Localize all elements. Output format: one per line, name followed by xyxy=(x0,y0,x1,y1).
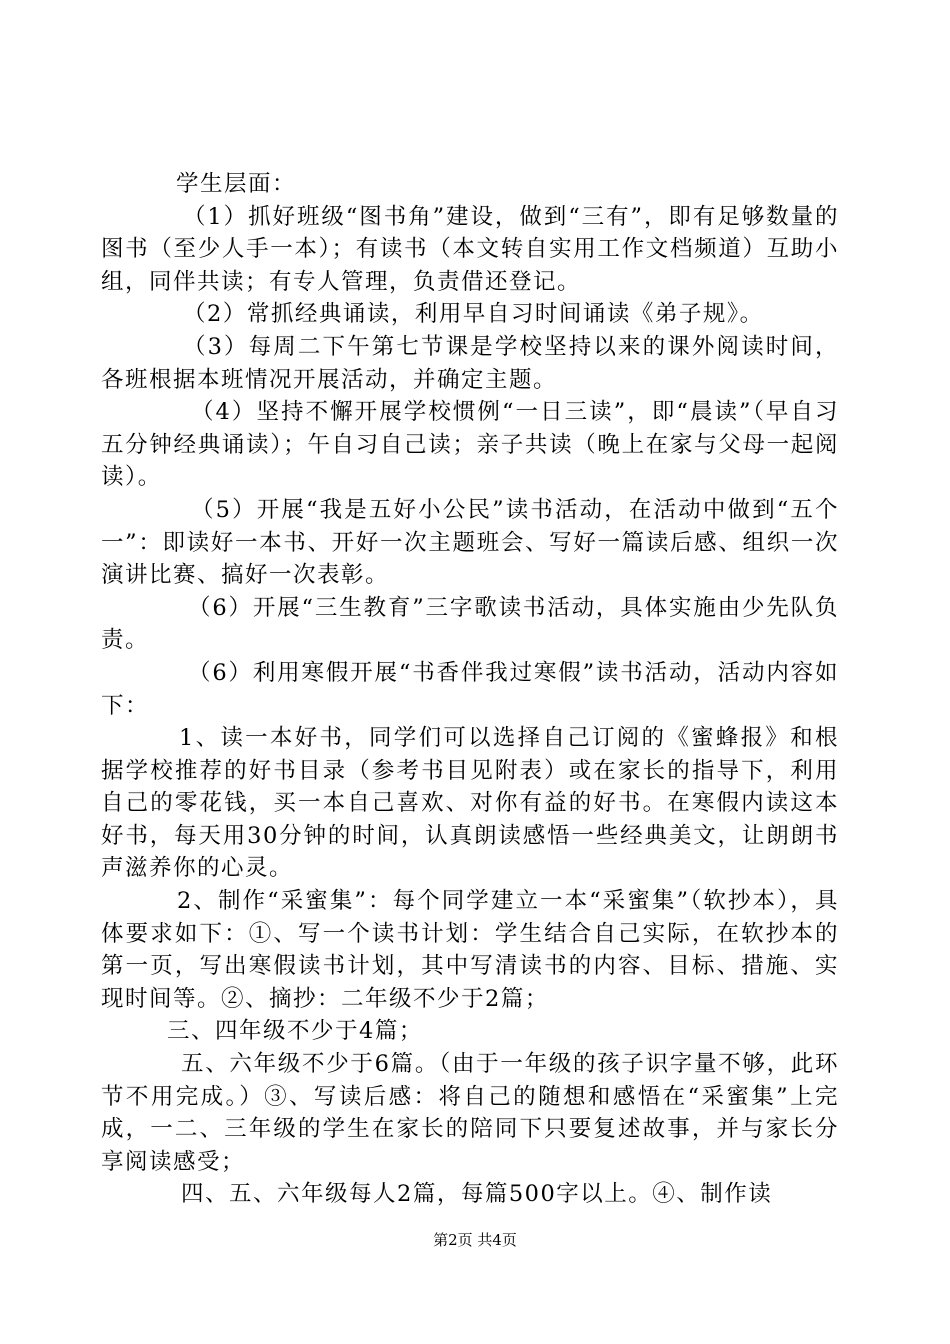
paragraph-item-1: （1）抓好班级“图书角”建设，做到“三有”，即有足够数量的图书（至少人手一本）；有读书（本文转自实用工作文档频道）互助小组，同伴共读；有专人管理，负责借还登记。 xyxy=(101,203,839,295)
paragraph-item-6b: （6）利用寒假开展“书香伴我过寒假”读书活动，活动内容如下： xyxy=(101,659,839,719)
page-footer: 第2页 共4页 xyxy=(433,1231,517,1249)
paragraph-item-4: （4）坚持不懈开展学校惯例“一日三读”，即“晨读”（早自习五分钟经典诵读）；午自习自己读；亲子共读（晚上在家与父母一起阅读）。 xyxy=(101,399,839,491)
paragraph-item-3: （3）每周二下午第七节课是学校坚持以来的课外阅读时间，各班根据本班情况开展活动，并确定主题。 xyxy=(101,333,839,393)
paragraph-grade-3-4: 三、四年级不少于4篇； xyxy=(167,1018,423,1045)
paragraph-item-2: （2）常抓经典诵读，利用早自习时间诵读《弟子规》。 xyxy=(183,301,764,328)
paragraph-item-5: （5）开展“我是五好小公民”读书活动，在活动中做到“五个一”：即读好一本书、开好一次主题班会、写好一篇读后感、组织一次演讲比赛、搞好一次表彰。 xyxy=(101,496,839,589)
paragraph-read-a-book: 1、读一本好书，同学们可以选择自己订阅的《蜜蜂报》和根据学校推荐的好书目录（参考书目见附表）或在家长的指导下，利用自己的零花钱，买一本自己喜欢、对你有益的好书。在寒假内读这本好书，每天用30分钟的时间，认真朗读感悟一些经典美文，让朗朗书声滋养你的心灵。 xyxy=(101,725,839,882)
paragraph-item-6a: （6）开展“三生教育”三字歌读书活动，具体实施由少先队负责。 xyxy=(101,594,839,654)
body-text xyxy=(101,168,839,1211)
paragraph-honey-collection: 2、制作“采蜜集”：每个同学建立一本“采蜜集”（软抄本），具体要求如下：①、写一个读书计划：学生结合自己实际，在软抄本的第一页，写出寒假读书计划，其中写清读书的内容、目标、措施、实现时间等。②、摘抄：二年级不少于2篇； xyxy=(101,888,839,1012)
paragraph-grade-5-6: 五、六年级不少于6篇。（由于一年级的孩子识字量不够，此环节不用完成。）③、写读后感：将自己的随想和感悟在“采蜜集”上完成，一二、三年级的学生在家长的陪同下只要复述故事，并与家长分享阅读感受； xyxy=(101,1051,839,1175)
paragraph-student-level: 学生层面： xyxy=(176,171,297,197)
paragraph-grade-4-6-reviews: 四、五、六年级每人2篇，每篇500字以上。④、制作读 xyxy=(181,1181,773,1208)
